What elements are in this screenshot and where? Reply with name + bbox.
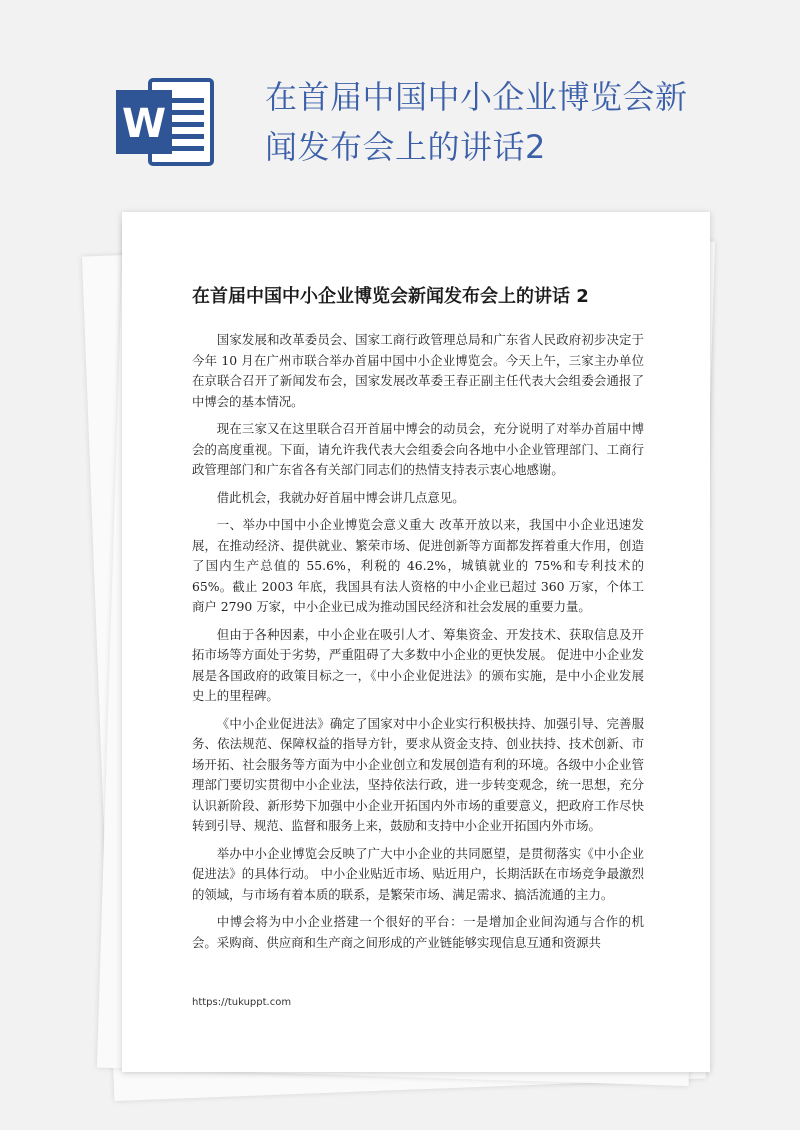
paragraph-7: 举办中小企业博览会反映了广大中小企业的共同愿望，是贯彻落实《中小企业促进法》的具体行动。 中小企业贴近市场、贴近用户，长期活跃在市场竞争最激烈的领域，与市场有着本质的联系，是繁荣市场、满足需求、搞活流通的主力。	[192, 845, 644, 902]
document-page	[122, 212, 710, 1072]
paragraph-1: 国家发展和改革委员会、国家工商行政管理总局和广东省人民政府初步决定于今年 10 月在广州市联合举办首届中国中小企业博览会。今天上午，三家主办单位在京联合召开了新闻发布会，国家发展改革委王春正副主任代表大会组委会通报了中博会的基本情况。	[192, 332, 644, 409]
paragraph-8: 中博会将为中小企业搭建一个很好的平台：一是增加企业间沟通与合作的机会。采购商、供应商和生产商之间形成的产业链能够实现信息互通和资源共	[192, 914, 644, 950]
paragraph-4: 一、举办中国中小企业博览会意义重大 改革开放以来，我国中小企业迅速发展，在推动经济、提供就业、繁荣市场、促进创新等方面都发挥着重大作用，创造了国内生产总值的 55.6%，利税的 46.2%，城镇就业的 75%和专利技术的 65%。截止 2003 年底，我国具有法人资格的中小企业已超过 360 万家，个体工商户 2790 万家，中小企业已成为推动国民经济和社会发展的重要力量。	[192, 517, 644, 614]
paragraph-5: 但由于各种因素，中小企业在吸引人才、筹集资金、开发技术、获取信息及开拓市场等方面处于劣势，严重阻碍了大多数中小企业的更快发展。 促进中小企业发展是各国政府的政策目标之一，《中小企业促进法》的颁布实施，是中小企业发展史上的里程碑。	[192, 626, 644, 703]
document-title: 在首届中国中小企业博览会新闻发布会上的讲话 2	[192, 286, 589, 307]
paragraph-2: 现在三家又在这里联合召开首届中博会的动员会，充分说明了对举办首届中博会的高度重视。下面，请允许我代表大会组委会向各地中小企业管理部门、工商行政管理部门和广东省各有关部门同志们的热情支持表示衷心地感谢。	[192, 421, 644, 477]
footer-url[interactable]: https://tukuppt.com	[192, 997, 292, 1008]
paragraph-6: 《中小企业促进法》确定了国家对中小企业实行积极扶持、加强引导、完善服务、依法规范、保障权益的指导方针，要求从资金支持、创业扶持、技术创新、市场开拓、社会服务等方面为中小企业创立和发展创造有利的环境。各级中小企业管理部门要切实贯彻中小企业法，坚持依法行政，进一步转变观念，统一思想，充分认识新阶段、新形势下加强中小企业开拓国内外市场的重要意义，把政府工作尽快转到引导、规范、监督和服务上来，鼓励和支持中小企业开拓国内外市场。	[192, 715, 644, 833]
document-body	[192, 330, 644, 960]
banner-title: 在首届中国中小企业博览会新闻发布会上的讲话2	[265, 78, 688, 166]
header-banner	[0, 0, 800, 200]
paragraph-3: 借此机会，我就办好首届中博会讲几点意见。	[216, 489, 465, 505]
word-document-icon	[112, 72, 220, 172]
word-icon-letter: W	[121, 101, 167, 147]
